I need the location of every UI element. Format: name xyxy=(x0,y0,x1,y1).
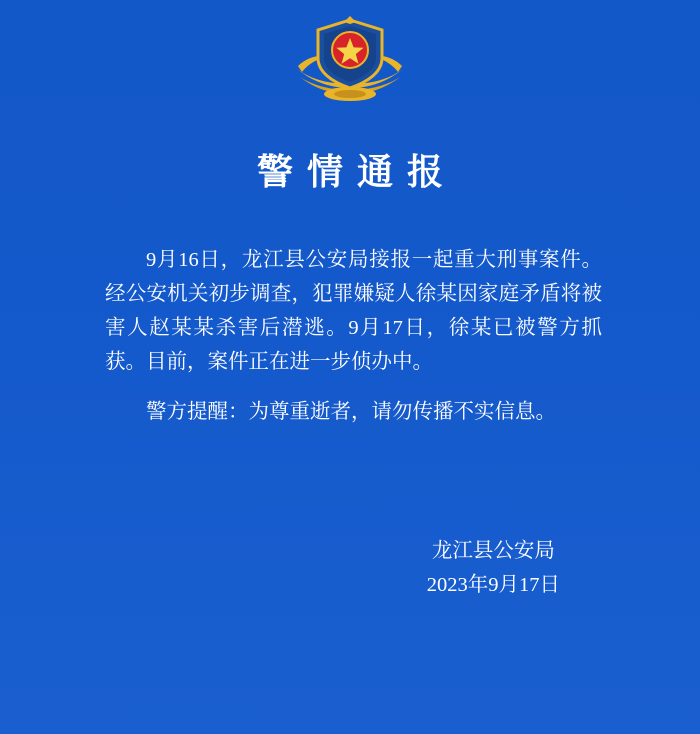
notice-paragraph-2: 警方提醒：为尊重逝者，请勿传播不实信息。 xyxy=(146,401,556,423)
notice-title: 警情通报 xyxy=(256,152,457,192)
notice-body xyxy=(105,243,602,429)
signature-date: 2023年9月17日 xyxy=(426,574,560,596)
signature-organization: 龙江县公安局 xyxy=(431,540,555,562)
emblem-container xyxy=(0,0,700,110)
police-badge-emblem xyxy=(290,14,410,110)
notice-paragraph-1: 9月16日，龙江县公安局接报一起重大刑事案件。经公安机关初步调查，犯罪嫌疑人徐某因家庭矛盾将被害人赵某某杀害后潜逃。9月17日，徐某已被警方抓获。目前，案件正在进一步侦办中。 xyxy=(105,249,602,373)
notice-signature xyxy=(427,534,560,602)
